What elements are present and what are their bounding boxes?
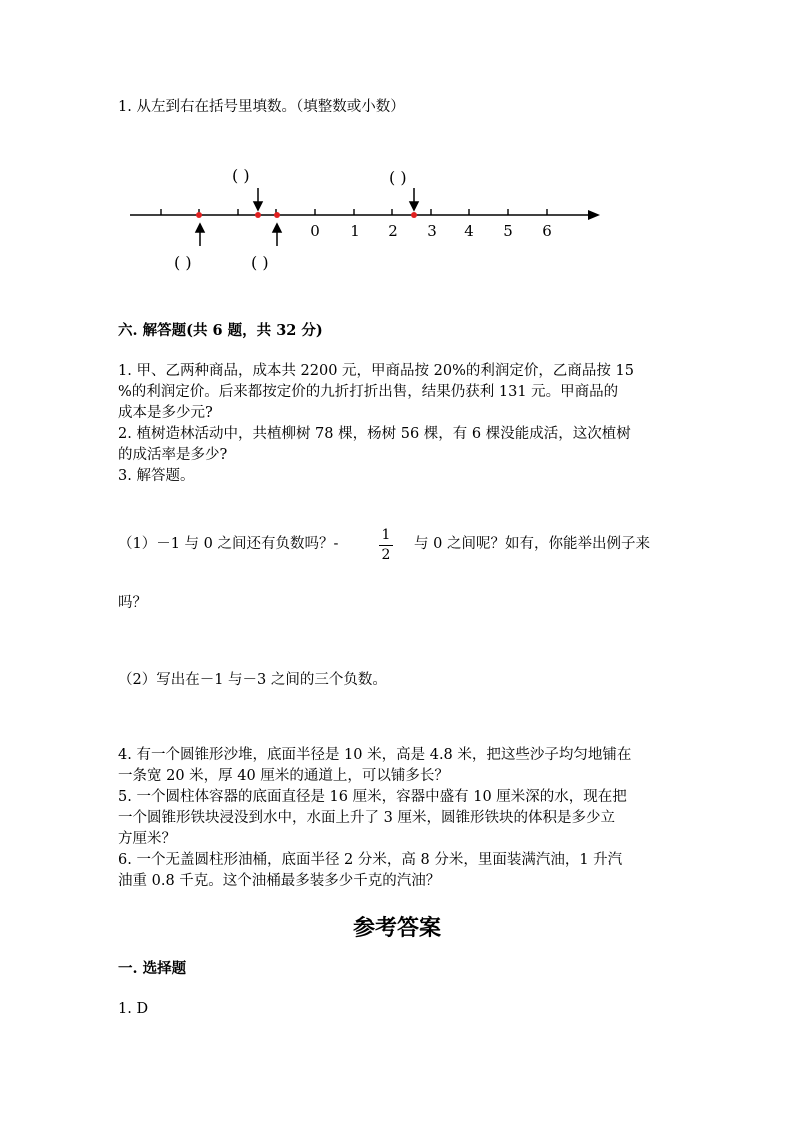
fill-question-1: 1. 从左到右在括号里填数。（填整数或小数） xyxy=(118,99,405,115)
q5-line-2: 一个圆锥形铁块浸没到水中，水面上升了 3 厘米，圆锥形铁块的体积是多少立 xyxy=(118,810,615,826)
blank-c: ( ) xyxy=(251,253,269,272)
q6-line-1: 6. 一个无盖圆柱形油桶，底面半径 2 分米，高 8 分米，里面装满汽油，1 升汽 xyxy=(118,852,623,868)
point-d xyxy=(411,212,417,218)
q6-line-2: 油重 0.8 千克。这个油桶最多装多少千克的汽油？ xyxy=(118,873,441,889)
q3-title: 3. 解答题。 xyxy=(118,468,195,484)
q1-line-3: 成本是多少元? xyxy=(118,405,213,421)
q1-line-2: %的利润定价。后来都按定价的九折打折出售，结果仍获利 131 元。甲商品的 xyxy=(118,384,619,400)
arrow-up-a xyxy=(196,224,204,232)
tick-label-4: 4 xyxy=(464,222,474,240)
arrow-down-d xyxy=(410,202,418,210)
tick-label-1: 1 xyxy=(350,222,360,240)
axis-ticks xyxy=(161,209,547,215)
q5-line-1: 5. 一个圆柱体容器的底面直径是 16 厘米，容器中盛有 10 厘米深的水，现在把 xyxy=(118,789,627,805)
tick-label-6: 6 xyxy=(542,222,552,240)
q3-part2: （2）写出在－1 与－3 之间的三个负数。 xyxy=(118,672,387,688)
tick-label-0: 0 xyxy=(310,222,320,240)
arrow-up-c xyxy=(273,224,281,232)
blank-d: ( ) xyxy=(389,168,407,187)
blank-a: ( ) xyxy=(174,253,192,272)
q3-part1-b: 与 0 之间呢？如有，你能举出例子来 xyxy=(414,536,650,552)
tick-label-2: 2 xyxy=(388,222,398,240)
number-line-figure xyxy=(0,160,794,280)
q2-line-1: 2. 植树造林活动中，共植柳树 78 棵，杨树 56 棵，有 6 棵没能成活，这次植树 xyxy=(118,426,631,442)
q2-line-2: 的成活率是多少? xyxy=(118,447,228,463)
q3-part1-c: 吗？ xyxy=(118,595,147,611)
q3-part1-a: （1）－1 与 0 之间还有负数吗？- xyxy=(118,536,339,552)
tick-label-3: 3 xyxy=(427,222,437,240)
blank-b: ( ) xyxy=(232,166,250,185)
section-heading-solve: 六. 解答题(共 6 题，共 32 分) xyxy=(118,322,323,339)
q4-line-2: 一条宽 20 米，厚 40 厘米的通道上，可以铺多长？ xyxy=(118,768,449,784)
fraction-denominator: 2 xyxy=(381,547,391,563)
q4-line-1: 4. 有一个圆锥形沙堆，底面半径是 10 米，高是 4.8 米，把这些沙子均匀地铺在 xyxy=(118,747,632,763)
point-c xyxy=(274,212,280,218)
tick-label-5: 5 xyxy=(503,222,513,240)
answer-1: 1. D xyxy=(118,1001,149,1017)
point-a xyxy=(196,212,202,218)
answers-section-heading: 一. 选择题 xyxy=(118,960,187,977)
axis-arrow xyxy=(588,210,600,220)
q1-line-1: 1. 甲、乙两种商品，成本共 2200 元，甲商品按 20%的利润定价，乙商品按 15 xyxy=(118,363,634,379)
q5-line-3: 方厘米？ xyxy=(118,831,176,847)
point-b xyxy=(255,212,261,218)
fraction-numerator: 1 xyxy=(381,527,391,543)
answers-title: 参考答案 xyxy=(352,915,441,941)
fraction-bar xyxy=(379,545,393,546)
arrow-down-b xyxy=(254,202,262,210)
